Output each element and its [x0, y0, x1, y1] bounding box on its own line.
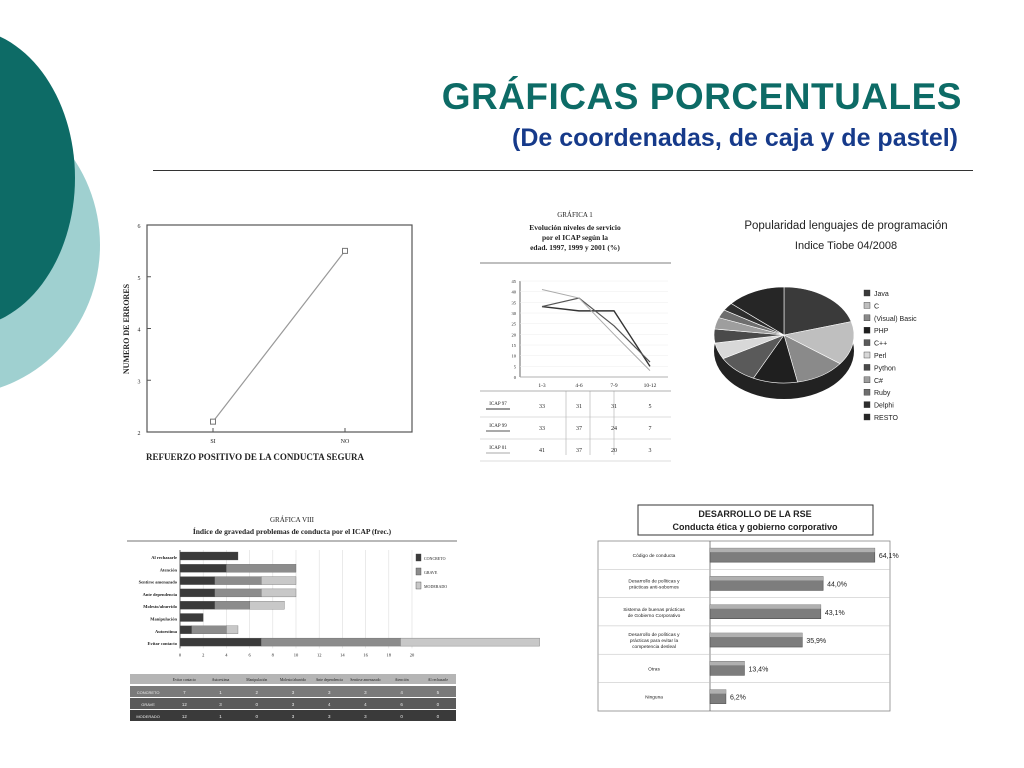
table-row-label: ICAP 97 [489, 402, 507, 407]
x-tick-label: 1-3 [538, 383, 546, 389]
x-tick-label: 20 [409, 652, 415, 658]
chart-grafica-1 [478, 205, 673, 461]
table-cell: 1 [219, 690, 222, 695]
bar-highlight [710, 661, 744, 665]
chart-lenguajes [706, 207, 972, 437]
category-label: Desarrollo de políticas y [628, 633, 680, 639]
legend-label: Java [874, 291, 889, 298]
table-cell: 31 [576, 404, 582, 410]
bar-segment [180, 552, 238, 560]
data-label: 6,2% [729, 694, 746, 702]
bar-segment [215, 601, 250, 609]
table-cell: 24 [611, 426, 617, 432]
category-label: Molesto/aburrido [143, 604, 177, 610]
y-tick-label: 10 [511, 353, 516, 359]
table-header: Ante dependencia [315, 678, 343, 682]
table-cell: 7 [183, 690, 186, 695]
figure-grafica-8 [122, 512, 462, 724]
y-axis-label: NUMERO DE ERRORES [122, 283, 131, 375]
legend-swatch [864, 340, 870, 346]
table-cell: 5 [648, 404, 652, 410]
x-tick-label: 6 [248, 652, 251, 658]
table-cell: 3 [364, 714, 367, 719]
figure-errores [115, 205, 420, 467]
table-cell: 31 [611, 404, 617, 410]
table-header: Autoestima [211, 678, 230, 682]
slide-subtitle: (De coordenadas, de caja y de pastel) [512, 124, 958, 152]
legend-label: Delphi [874, 402, 894, 410]
table-cell: 5 [436, 690, 440, 695]
x-tick-label: 10-12 [643, 383, 657, 389]
chart-title-line: por el ICAP según la [541, 233, 609, 242]
category-label: Autoestima [155, 628, 177, 634]
table-cell: 7 [648, 426, 652, 432]
legend-label: RESTO [874, 415, 898, 422]
x-tick-label: 7-9 [610, 383, 618, 389]
slide-title: GRÁFICAS PORCENTUALES [441, 76, 962, 117]
y-tick-label: 30 [511, 311, 516, 316]
bar-segment [180, 626, 192, 634]
table-cell: 3 [648, 448, 652, 454]
data-line [213, 251, 345, 422]
table-cell: 1 [219, 714, 222, 719]
bar-segment [192, 626, 227, 634]
chart-grafica-8 [122, 512, 462, 724]
legend-swatch [416, 554, 421, 561]
table-header: Atención [394, 678, 409, 682]
chart-header: GRÁFICA 1 [557, 211, 593, 219]
chart-subtitle: Indice Tiobe 04/2008 [794, 240, 898, 252]
x-tick-label: 10 [293, 652, 299, 658]
bar-segment [180, 564, 226, 572]
x-tick-label: SI [210, 439, 216, 445]
bar-segment [180, 614, 203, 622]
x-tick-label: 18 [386, 652, 392, 658]
table-cell: 41 [539, 448, 545, 454]
data-label: 44,0% [827, 581, 848, 589]
table-cell: 3 [219, 702, 222, 707]
chart-title: Índice de gravedad problemas de conducta por el ICAP (frec.) [192, 527, 392, 536]
bar-segment [215, 589, 261, 597]
table-cell: 37 [576, 426, 582, 432]
y-tick-label: 20 [511, 332, 516, 338]
category-label: Al rechazarle [151, 555, 177, 560]
legend-label: C [874, 303, 880, 311]
legend-label: MODERADO [424, 584, 448, 589]
table-cell: 0 [255, 714, 259, 719]
bar-highlight [710, 548, 875, 552]
bar-segment [261, 577, 296, 585]
table-cell: 6 [400, 702, 403, 707]
data-point [211, 419, 216, 424]
category-label: Atención [159, 567, 177, 573]
category-label: competencia desleal [632, 645, 676, 651]
data-label: 64,1% [878, 553, 899, 561]
figure-rse [598, 503, 899, 713]
legend-swatch [864, 315, 870, 321]
table-cell: 37 [576, 448, 582, 454]
bar-segment [226, 564, 296, 572]
y-tick-label: 4 [137, 327, 141, 334]
table-header: Sentirse amenazado [350, 678, 381, 682]
legend-label: Perl [874, 353, 887, 360]
series-line [542, 290, 650, 371]
category-label: prácticas anti-sobornos [629, 585, 679, 591]
legend-swatch [864, 364, 870, 370]
title-divider [153, 170, 973, 171]
table-cell: 3 [327, 690, 331, 695]
table-cell: 3 [291, 702, 295, 707]
y-tick-label: 2 [137, 431, 141, 437]
table-header: Manipulación [246, 678, 268, 682]
chart-title: Popularidad lenguajes de programación [744, 220, 948, 232]
legend-swatch [864, 402, 870, 408]
bar-segment [261, 638, 400, 646]
bar-segment [261, 589, 296, 597]
category-label: Sistema de buenas prácticas [623, 607, 685, 613]
legend-label: C# [874, 377, 883, 385]
legend-label: (Visual) Basic [874, 315, 917, 323]
category-label: de Gobierno Corporativo [627, 613, 681, 619]
bar-segment [180, 577, 215, 585]
y-tick-label: 45 [511, 279, 516, 284]
data-label: 35,9% [806, 638, 827, 646]
category-label: Sentirse amenazado [138, 579, 177, 585]
legend-label: CONCRETO [424, 556, 446, 561]
category-label: Ninguna [645, 695, 663, 701]
table-cell: 0 [436, 714, 440, 719]
bar-highlight [710, 605, 821, 609]
category-label: Manipulación [150, 616, 177, 622]
y-tick-label: 5 [137, 275, 141, 282]
table-row-label: ICAP 01 [489, 446, 507, 451]
bar-segment [250, 601, 285, 609]
x-tick-label: 0 [178, 652, 182, 658]
table-cell: 20 [611, 448, 617, 454]
bar-highlight [710, 690, 726, 694]
category-label: Evitar contacto [147, 641, 177, 647]
y-tick-label: 35 [511, 300, 516, 306]
table-row-label: MODERADO [136, 714, 160, 719]
legend-swatch [864, 377, 870, 383]
y-tick-label: 3 [137, 379, 141, 386]
chart-rse [598, 503, 899, 713]
x-axis-label: REFUERZO POSITIVO DE LA CONDUCTA SEGURA [146, 452, 364, 462]
table-header: Molesto/aburrido [279, 678, 307, 682]
table-cell: 3 [291, 714, 295, 719]
table-cell: 4 [400, 690, 403, 695]
chart-title-line: edad. 1997, 1999 y 2001 (%) [530, 243, 620, 252]
table-row-label: CONCRETO [136, 690, 160, 695]
bar-segment [226, 626, 238, 634]
legend-swatch [864, 352, 870, 358]
x-tick-label: NO [340, 439, 350, 445]
figure-lenguajes [706, 207, 972, 437]
table-cell: 0 [255, 702, 259, 707]
chart-subtitle: Conducta ética y gobierno corporativo [672, 522, 838, 532]
y-tick-label: 5 [513, 364, 516, 370]
table-cell: 0 [400, 714, 403, 719]
table-cell: 3 [364, 690, 367, 695]
table-cell: 2 [255, 690, 259, 695]
table-header: Evitar contacto [172, 678, 196, 682]
table-cell: 3 [291, 690, 295, 695]
x-tick-label: 4 [225, 652, 228, 658]
data-label: 43,1% [824, 609, 845, 617]
bar-segment [400, 638, 539, 646]
table-row-label: ICAP 99 [489, 424, 507, 429]
legend-swatch [416, 582, 421, 589]
table-cell: 0 [436, 702, 440, 707]
table-cell: 33 [539, 404, 545, 410]
chart-header: GRÁFICA VIII [269, 516, 315, 524]
table-cell: 4 [364, 702, 367, 707]
data-label: 13,4% [748, 666, 769, 674]
category-label: prácticas para evitar la [629, 639, 679, 645]
table-header: Al rechazarle [427, 678, 449, 682]
x-tick-label: 12 [316, 652, 322, 658]
x-tick-label: 2 [202, 652, 205, 658]
x-tick-label: 8 [271, 652, 274, 658]
bar-segment [180, 589, 215, 597]
y-tick-label: 0 [513, 375, 516, 380]
bar-highlight [710, 633, 802, 637]
plot-frame [147, 225, 412, 432]
table-cell: 12 [181, 714, 187, 719]
legend-label: GRAVE [424, 570, 438, 575]
x-tick-label: 14 [340, 652, 345, 658]
table-cell: 3 [327, 714, 331, 719]
category-label: Código de conducta [632, 554, 676, 560]
bar-segment [180, 638, 261, 646]
y-tick-label: 25 [511, 321, 516, 327]
bar-highlight [710, 576, 823, 580]
chart-title: DESARROLLO DE LA RSE [698, 509, 812, 519]
legend-label: Ruby [874, 390, 891, 398]
table-row-label: GRAVE [141, 702, 155, 707]
legend-swatch [864, 414, 870, 420]
series-line [542, 298, 650, 362]
legend-label: C++ [874, 340, 888, 348]
legend-label: Python [874, 365, 896, 373]
legend-swatch [864, 327, 870, 333]
legend-label: PHP [874, 328, 889, 336]
table-cell: 12 [181, 702, 187, 707]
bar-segment [180, 601, 215, 609]
bar-segment [215, 577, 261, 585]
legend-swatch [864, 389, 870, 395]
figure-grafica-1 [478, 205, 673, 461]
y-tick-label: 40 [511, 289, 516, 295]
category-label: Ante dependencia [142, 591, 177, 597]
y-tick-label: 6 [137, 224, 141, 230]
x-tick-label: 16 [363, 652, 368, 658]
legend-swatch [864, 302, 870, 308]
y-tick-label: 15 [511, 343, 516, 348]
table-cell: 4 [327, 702, 331, 707]
x-tick-label: 4-6 [575, 383, 583, 389]
chart-errores [115, 205, 420, 467]
data-point [343, 248, 348, 253]
chart-title-line: Evolución niveles de servicio [529, 223, 621, 232]
legend-swatch [416, 568, 421, 575]
table-cell: 33 [539, 426, 545, 432]
legend-swatch [864, 290, 870, 296]
category-label: Desarrollo de políticas y [628, 579, 680, 585]
category-label: Otras [648, 667, 660, 673]
